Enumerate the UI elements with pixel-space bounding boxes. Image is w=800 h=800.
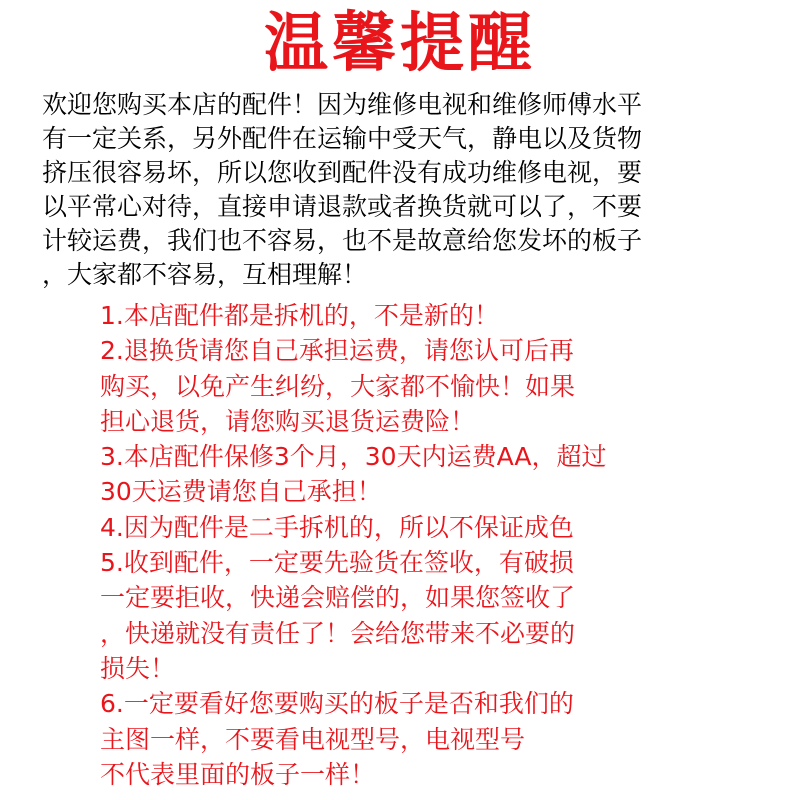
intro-line: 以平常心对待，直接申请退款或者换货就可以了，不要 bbox=[42, 192, 643, 221]
notice-line: 30天运费请您自己承担！ bbox=[100, 477, 382, 507]
notice-line: 不代表里面的板子一样！ bbox=[100, 759, 376, 789]
intro-line: ，大家都不容易，互相理解！ bbox=[42, 260, 368, 289]
intro-paragraph bbox=[42, 88, 782, 292]
page-title: 温馨提醒 bbox=[264, 7, 536, 81]
intro-line: 有一定关系，另外配件在运输中受天气，静电以及货物 bbox=[42, 124, 643, 153]
notice-line: 5.收到配件，一定要先验货在签收，有破损 bbox=[100, 548, 574, 578]
notice-line: 主图一样，不要看电视型号，电视型号 bbox=[100, 724, 526, 754]
notice-line: 购买，以免产生纠纷，大家都不愉快！如果 bbox=[100, 371, 576, 401]
notice-line: 担心退货，请您购买退货运费险！ bbox=[100, 406, 476, 436]
notice-line: 4.因为配件是二手拆机的，所以不保证成色 bbox=[100, 512, 574, 542]
intro-line: 欢迎您购买本店的配件！因为维修电视和维修师傅水平 bbox=[42, 90, 643, 119]
notice-line: 3.本店配件保修3个月，30天内运费AA，超过 bbox=[100, 442, 607, 472]
intro-line: 计较运费，我们也不容易，也不是故意给您发坏的板子 bbox=[42, 226, 643, 255]
notice-line: 1.本店配件都是拆机的，不是新的！ bbox=[100, 301, 499, 330]
notice-line: 2.退换货请您自己承担运费，请您认可后再 bbox=[100, 336, 574, 366]
notice-list bbox=[100, 298, 715, 792]
notice-line: 损失！ bbox=[100, 653, 176, 683]
notice-line: 6.一定要看好您要购买的板子是否和我们的 bbox=[100, 689, 574, 719]
notice-line: ，快递就没有责任了！会给您带来不必要的 bbox=[100, 618, 576, 648]
notice-line: 一定要拒收，快递会赔偿的，如果您签收了 bbox=[100, 583, 576, 613]
intro-line: 挤压很容易坏，所以您收到配件没有成功维修电视，要 bbox=[42, 158, 643, 187]
